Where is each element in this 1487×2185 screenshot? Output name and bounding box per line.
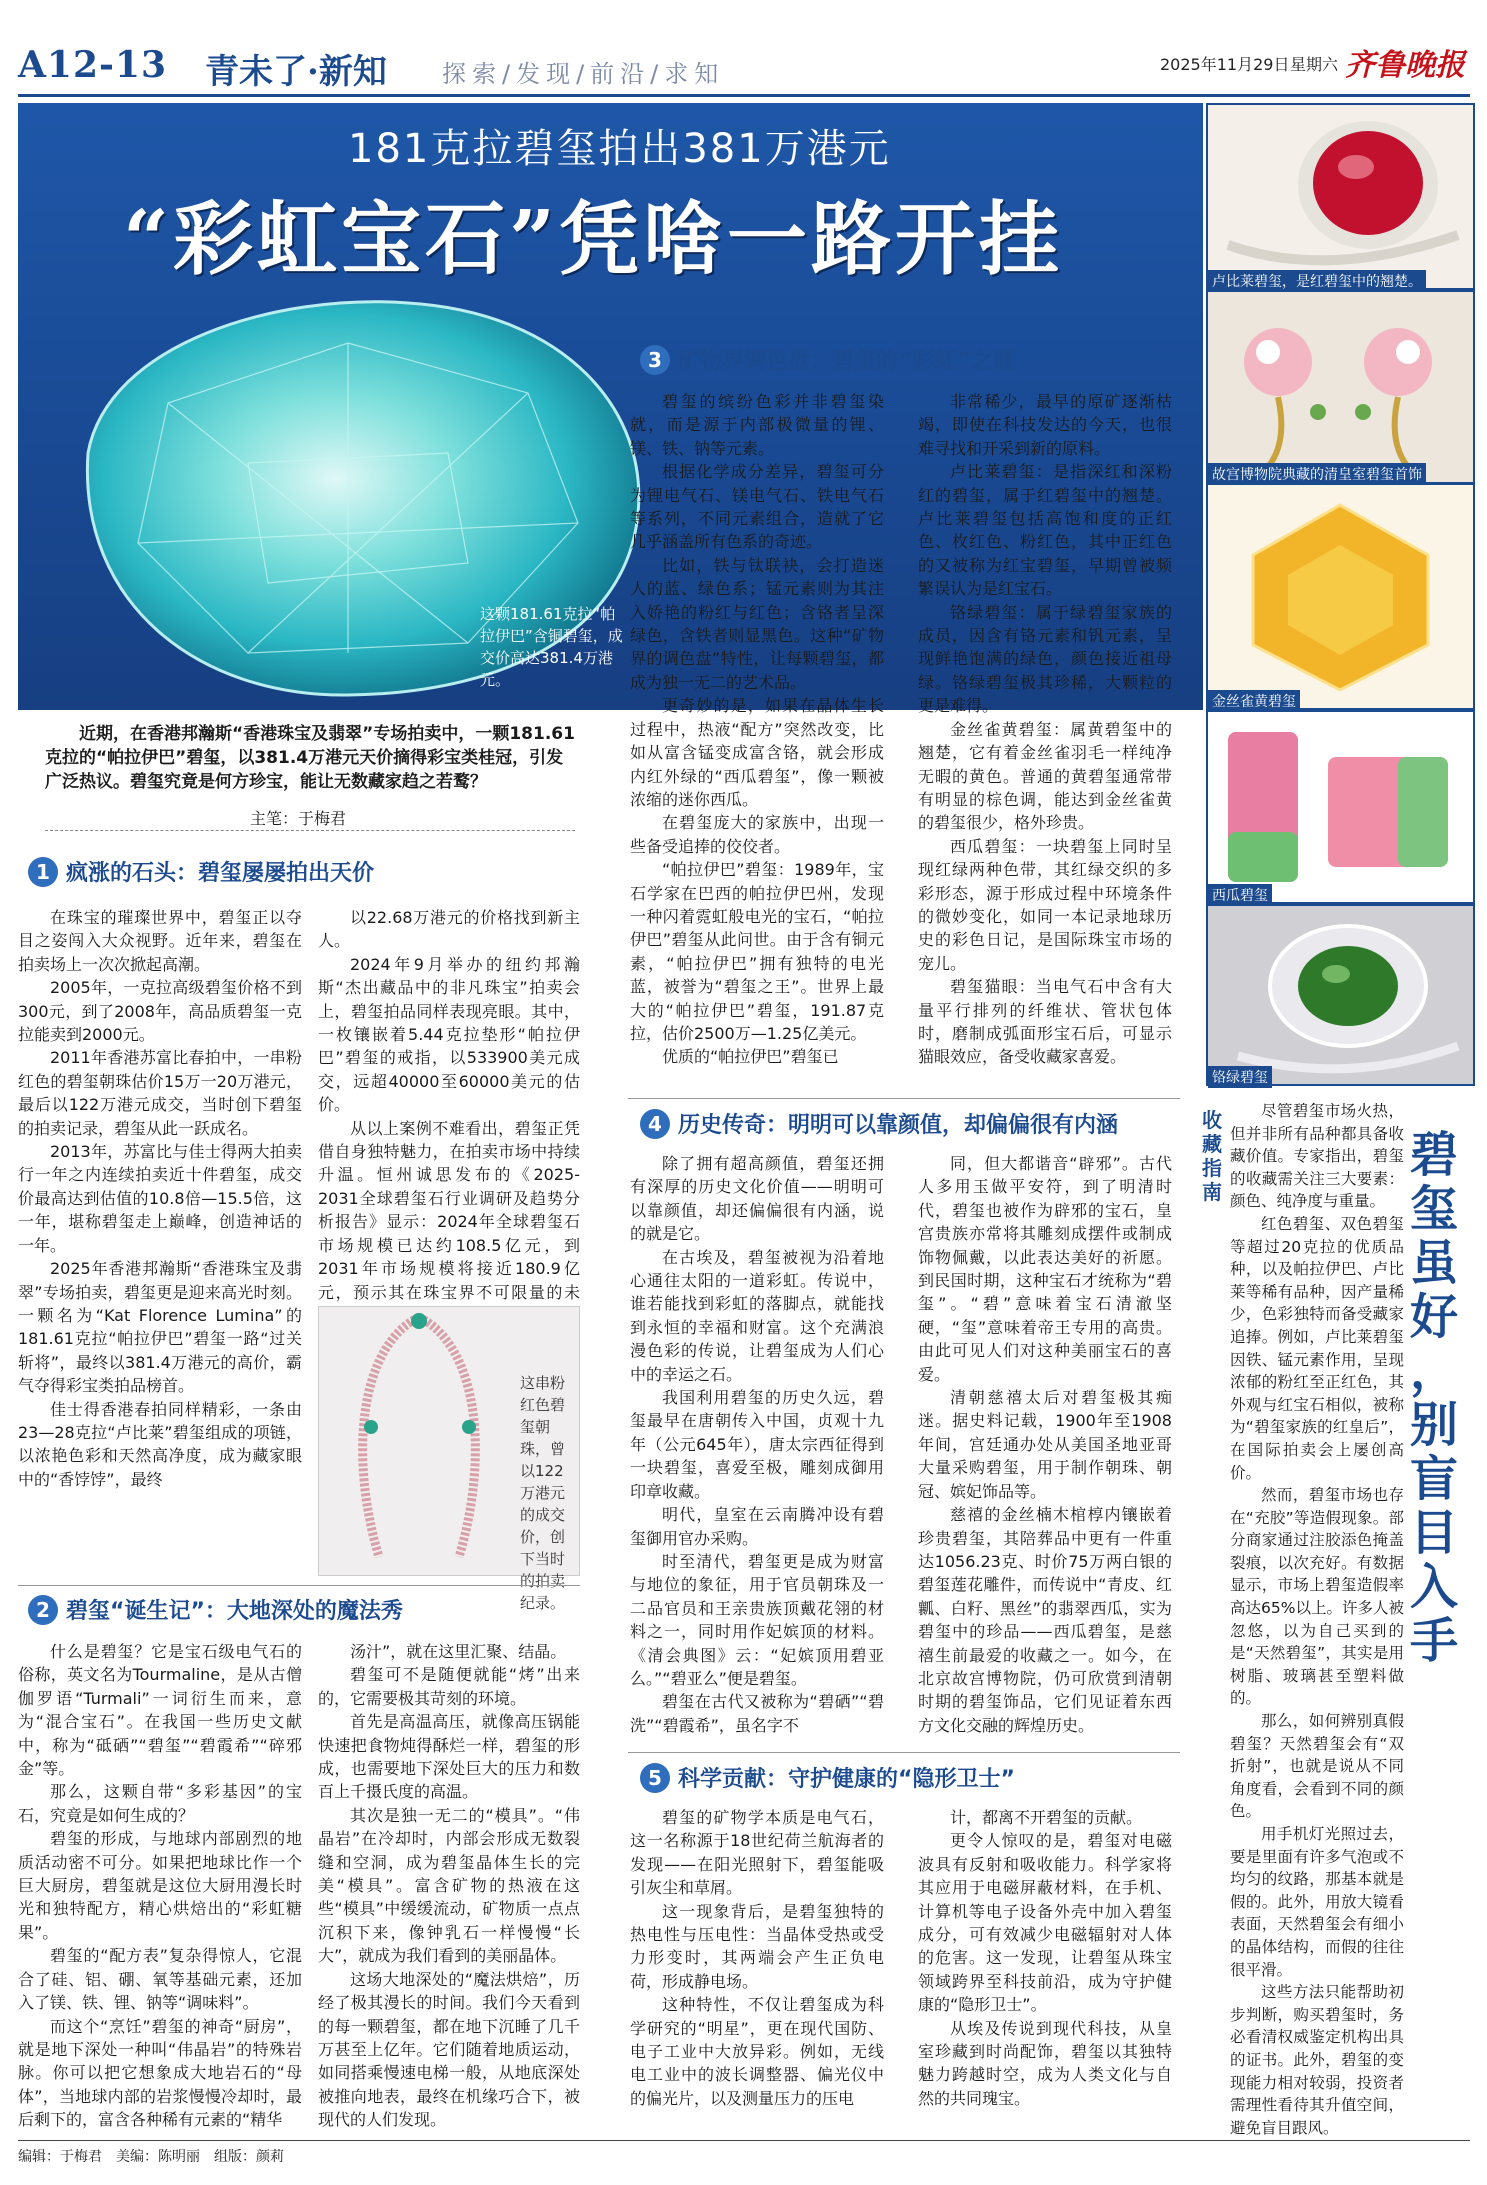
paragraph: 什么是碧玺？它是宝石级电气石的俗称，英文名为Tourmaline，是从古僧伽罗语“Turmali”一词衍生而来，意为“混合宝石”。在我国一些历史文献中，称为“砥硒”“碧玺”“碧霞希”“碎邪金”等。 [18, 1642, 302, 1779]
paragraph: 2025年香港邦瀚斯“香港珠宝及翡翠”专场拍卖，碧玺更是迎来高光时刻。一颗名为“Kat Florence Lumina”的181.61克拉“帕拉伊巴”碧玺一路“过关斩将”，最终以381.4万港元的高价，霸气夺得彩宝类拍品榜首。 [18, 1259, 302, 1396]
paragraph: 那么，这颗自带“多彩基因”的宝石，究竟是如何生成的？ [18, 1782, 302, 1825]
section-number: 1 [28, 857, 58, 887]
photo-caption-watermelon: 西瓜碧玺 [1208, 884, 1272, 906]
newspaper-logo: 齐鲁晚报 [1345, 48, 1465, 83]
section-1-heading [28, 856, 374, 887]
paragraph: 比如，铁与钛联袂，会打造迷人的蓝、绿色系；锰元素则为其注入娇艳的粉红与红色；含铬者呈深绿色，含铁者则显黑色。这种“矿物界的调色盘”特性，让每颗碧玺，都成为独一无二的艺术品。 [630, 555, 884, 692]
paragraph: 汤汁”，就在这里汇聚、结晶。 [350, 1642, 567, 1661]
paragraph: 碧玺的形成，与地球内部剧烈的地质活动密不可分。如果把地球比作一个巨大厨房，碧玺就是这位大厨用漫长时光和独特配方，精心烘焙出的“彩虹糖果”。 [18, 1829, 302, 1942]
paragraph: 碧玺猫眼：当电气石中含有大量平行排列的纤维状、管状包体时，磨制成弧面形宝石后，可显示猫眼效应，备受收藏家喜爱。 [918, 977, 1172, 1067]
paragraph: 慈禧的金丝楠木棺椁内镶嵌着珍贵碧玺，其陪葬品中更有一件重达1056.23克、时价75万两白银的碧玺莲花雕件，而传说中“青皮、红瓤、白籽、黑丝”的翡翠西瓜，实为碧玺中的珍品——西瓜碧玺，是慈禧生前最爱的收藏之一。如今，在北京故宫博物院，仍可欣赏到清朝时期的碧玺饰品，它们见证着东西方文化交融的辉煌历史。 [918, 1505, 1172, 1735]
paragraph: 同，但大都谐音“辟邪”。古代人多用玉做平安符，到了明清时代，碧玺也被作为辟邪的宝石，皇宫贵族亦常将其雕刻成摆件或制成饰物佩戴，以此表达美好的祈愿。到民国时期，这种宝石才统称为“碧玺”。“碧”意味着宝石清澈坚硬，“玺”意味着帝王专用的高贵。由此可见人们对这种美丽宝石的喜爱。 [918, 1154, 1172, 1384]
paragraph: 这一现象背后，是碧玺独特的热电性与压电性：当晶体受热或受力形变时，其两端会产生正负电荷，形成静电场。 [630, 1901, 884, 1991]
section-5-col-2 [918, 1806, 1172, 2110]
issue-date: 2025年11月29日 [1160, 55, 1290, 74]
paragraph: 而这个“烹饪”碧玺的神奇“厨房”，就是地下深处一种叫“伟晶岩”的特殊岩脉。你可以把它想象成大地岩石的“母体”，当地球内部的岩浆慢慢冷却时，最后剩下的，富含各种稀有元素的“精华 [18, 2016, 302, 2130]
section-2-rule [18, 1585, 580, 1586]
paragraph: 西瓜碧玺：一块碧玺上同时呈现红绿两种色带，其红绿交织的多彩形态，源于形成过程中环境条件的微妙变化，如同一本记录地球历史的彩色日记，是国际珠宝市场的宠儿。 [918, 836, 1172, 973]
section-2-col-2 [318, 1640, 580, 2132]
paragraph: 这些方法只能帮助初步判断，购买碧玺时，务必看清权威鉴定机构出具的证书。此外，碧玺的变现能力相对较弱，投资者需理性看待其升值空间，避免盲目跟风。 [1230, 1983, 1404, 2137]
header-rule [18, 94, 1470, 97]
lead-rule [45, 830, 575, 831]
photo-caption-qing: 故宫博物院典藏的清皇室碧玺首饰 [1208, 463, 1426, 485]
sidebar-title-char: ， [1410, 1343, 1459, 1399]
footer-rule [18, 2140, 1470, 2141]
paragraph: 更奇妙的是，如果在晶体生长过程中，热液“配方”突然改变，比如从富含锰变成富含铬，就会形成内红外绿的“西瓜碧玺”，像一颗被浓缩的迷你西瓜。 [630, 696, 884, 809]
paragraph: 从以上案例不难看出，碧玺正凭借自身独特魅力，在拍卖市场中持续升温。恒州诚思发布的《2025-2031全球碧玺石行业调研及趋势分析报告》显示：2024年全球碧玺石市场规模已达约108.5亿元，到2031年市场规模将接近180.9亿元，预示其在珠宝界不可限量的未 [318, 1118, 580, 1302]
hero-image-caption: 这颗181.61克拉“帕拉伊巴”含铜碧玺，成交价高达381.4万港元。 [480, 605, 623, 689]
sidebar-title-char: 目 [1410, 1505, 1459, 1561]
hero-subtitle: 181克拉碧玺拍出381万港元 [348, 126, 891, 172]
paragraph: 碧玺在古代又被称为“碧硒”“碧洗”“碧霞希”，虽名字不 [630, 1692, 884, 1735]
sidebar-title-char: 碧 [1410, 1127, 1459, 1183]
pink-bead-necklace-icon [319, 1307, 519, 1575]
paragraph: 其次是独一无二的“模具”。“伟晶岩”在冷却时，内部会形成无数裂缝和空洞，成为碧玺晶体生长的完美“模具”。富含矿物的热液在这些“模具”中缓缓流动，矿物质一点点沉积下来，像钟乳石一样慢慢“长大”，就成为我们看到的美丽晶体。 [318, 1805, 580, 1966]
sidebar-title-char: 入 [1410, 1559, 1459, 1615]
section-5-heading [640, 1762, 1015, 1793]
paragraph: 我国利用碧玺的历史久远，碧玺最早在唐朝传入中国，贞观十九年（公元645年），唐太宗西征得到一块碧玺，喜爱至极，雕刻成御用印章收藏。 [630, 1388, 884, 1501]
paragraph: 计，都离不开碧玺的贡献。 [950, 1808, 1143, 1827]
chrome-green-ring-icon [1208, 906, 1473, 1084]
paragraph: 清朝慈禧太后对碧玺极其痴迷。据史料记载，1900年至1908年间，宫廷通办处从美国圣地亚哥大量采购碧玺，用于制作朝珠、朝冠、嫔妃饰品等。 [918, 1388, 1172, 1501]
paragraph: 用手机灯光照过去，要是里面有许多气泡或不均匀的纹路，那基本就是假的。此外，用放大镜看表面，天然碧玺会有细小的晶体结构，而假的往往很平滑。 [1230, 1825, 1404, 1979]
necklace-caption: 这串粉红色碧玺朝珠，曾以122万港元的成交价，创下当时的拍卖纪录。 [520, 1374, 566, 1612]
paragraph: 从埃及传说到现代科技，从皇室珍藏到时尚配饰，碧玺以其独特魅力跨越时空，成为人类文化与自然的共同瑰宝。 [918, 2018, 1172, 2108]
paragraph: 这场大地深处的“魔法烘焙”，历经了极其漫长的时间。我们今天看到的每一颗碧玺，都在地下沉睡了几千万甚至上亿年。它们随着地质运动，如同搭乘慢速电梯一般，从地底深处被推向地表，最终在机缘巧合下，被现代的人们发现。 [318, 1969, 580, 2130]
paragraph: 2013年，苏富比与佳士得两大拍卖行一年之内连续拍卖近十件碧玺，成交价最高达到估值的10.8倍—15.5倍，这一年，堪称碧玺走上巅峰，创造神话的一年。 [18, 1142, 302, 1255]
paragraph: 非常稀少，最早的原矿逐渐枯竭，即使在科技发达的今天，也很难寻找和开采到新的原料。 [918, 392, 1172, 458]
paragraph: 碧玺可不是随便就能“烤”出来的，它需要极其苛刻的环境。 [318, 1665, 580, 1708]
section-2-title: 碧玺“诞生记”：大地深处的魔法秀 [66, 1599, 403, 1624]
paragraph: 金丝雀黄碧玺：属黄碧玺中的翘楚，它有着金丝雀羽毛一样纯净无暇的黄色。普通的黄碧玺通常带有明显的棕色调，能达到金丝雀黄的碧玺很少，格外珍贵。 [918, 719, 1172, 833]
paragraph: 这种特性，不仅让碧玺成为科学研究的“明星”，更在现代国防、电子工业中大放异彩。例如，无线电工业中的波长调整器、偏光仪中的偏光片，以及测量压力的压电 [630, 1995, 884, 2108]
photo-caption-chrome: 铬绿碧玺 [1208, 1066, 1272, 1088]
paragraph: 以22.68万港元的价格找到新主人。 [318, 908, 580, 951]
rubellite-ring-icon [1208, 105, 1473, 288]
photo-caption-canary: 金丝雀黄碧玺 [1208, 690, 1300, 712]
paragraph: 佳士得香港春拍同样精彩，一条由23—28克拉“卢比莱”碧玺组成的项链，以浓艳色彩和天然高净度，成为藏家眼中的“香饽饽”，最终 [18, 1399, 302, 1489]
paragraph: 红色碧玺、双色碧玺等超过20克拉的优质品种，以及帕拉伊巴、卢比莱等稀有品种，因产量稀少，色彩独特而备受藏家追捧。例如，卢比莱碧玺因铁、锰元素作用，呈现浓郁的粉红至正红色，其外观与红宝石相似，被称为“碧玺家族的红皇后”，在国际拍卖会上屡创高价。 [1230, 1214, 1404, 1482]
photo-caption-rubellite: 卢比莱碧玺，是红碧玺中的翘楚。 [1208, 270, 1426, 292]
section-1-col-2 [318, 906, 580, 1327]
section-1-title: 疯涨的石头：碧玺屡屡拍出天价 [66, 861, 375, 886]
paragraph: 明代，皇室在云南腾冲设有碧玺御用官办采购。 [630, 1505, 884, 1548]
watermelon-tourmaline-icon [1208, 712, 1473, 902]
photo-qing-jewelry [1206, 290, 1475, 484]
section-5-col-1 [630, 1806, 884, 2110]
paragraph: 优质的“帕拉伊巴”碧玺已 [662, 1047, 839, 1067]
sidebar-title [1410, 1128, 1470, 1668]
editor-credits: 编辑：于梅君 美编：陈明丽 组版：颜莉 [18, 2149, 284, 2165]
paragraph: 2005年，一克拉高级碧玺价格不到300元，到了2008年，高品质碧玺一克拉能卖到2000元。 [18, 978, 302, 1045]
section-4-heading [640, 1108, 1118, 1139]
page-number: A12-13 [18, 44, 168, 86]
section-number: 3 [640, 345, 670, 375]
canary-yellow-gem-icon [1208, 485, 1473, 708]
section-3-col-1 [630, 390, 884, 1069]
photo-rubellite-ring [1206, 103, 1475, 290]
sidebar-title-char: 好 [1410, 1289, 1459, 1345]
section-number: 2 [28, 1595, 58, 1625]
section-2-col-1 [18, 1640, 302, 2132]
section-1-col-1 [18, 906, 302, 1491]
paragraph: 2024年9月举办的纽约邦瀚斯“杰出藏品中的非凡珠宝”拍卖会上，碧玺拍品同样表现亮眼。其中，一枚镶嵌着5.44克拉垫形“帕拉伊巴”碧玺的戒指，以533900美元成交，远超40000至60000美元的估价。 [318, 954, 580, 1115]
paragraph: “帕拉伊巴”碧玺：1989年，宝石学家在巴西的帕拉伊巴州，发现一种闪着霓虹般电光的宝石，“帕拉伊巴”碧玺从此问世。由于含有铜元素，“帕拉伊巴”拥有独特的电光蓝，被誉为“碧玺之王”。世界上最大的“帕拉伊巴”碧玺，191.87克拉，估价2500万—1.25亿美元。 [630, 860, 884, 1043]
paragraph: 首先是高温高压，就像高压锅能快速把食物炖得酥烂一样，碧玺的形成，也需要地下深处巨大的压力和数百上千摄氏度的高温。 [318, 1712, 580, 1802]
section-3-heading [640, 344, 1015, 375]
section-3-title: 矿物界调色盘：碧玺的“彩虹”之谜 [678, 349, 1015, 374]
paragraph: 卢比莱碧玺：是指深红和深粉红的碧玺，属于红碧玺中的翘楚。卢比莱碧玺包括高饱和度的正红色、枚红色、粉红色，其中正红色的又被称为红宝碧玺，早期曾被频繁误认为是红宝石。 [918, 462, 1172, 599]
section-title: 青未了·新知 [205, 52, 387, 92]
paragraph: 根据化学成分差异，碧玺可分为锂电气石、镁电气石、铁电气石等系列，不同元素组合，造就了它几乎涵盖所有色系的奇迹。 [630, 462, 884, 552]
section-number: 4 [640, 1109, 670, 1139]
section-number: 5 [640, 1763, 670, 1793]
paragraph: 碧玺的“配方表”复杂得惊人，它混合了硅、铝、硼、氧等基础元素，还加入了镁、铁、锂、钠等“调味料”。 [18, 1946, 302, 2013]
sidebar-title-char: 别 [1410, 1397, 1459, 1453]
sidebar-title-char: 玺 [1410, 1181, 1459, 1237]
photo-watermelon [1206, 710, 1475, 904]
author-line: 主笔：于梅君 [250, 809, 347, 828]
section-3-col-2 [918, 390, 1172, 1069]
section-5-title: 科学贡献：守护健康的“隐形卫士” [678, 1767, 1015, 1792]
hero-title: “彩虹宝石”凭啥一路开挂 [123, 192, 1064, 286]
section-4-rule [628, 1098, 1180, 1099]
section-subtitle: 探索/发现/前沿/求知 [442, 60, 725, 88]
paragraph: 铬绿碧玺：属于绿碧玺家族的成员，因含有铬元素和钒元素，呈现鲜艳饱满的绿色，颜色接近祖母绿。铬绿碧玺极其珍稀，大颗粒的更是难得。 [918, 602, 1172, 716]
sidebar-tag: 收藏指南 [1202, 1108, 1222, 1204]
paragraph: 碧玺的缤纷色彩并非碧玺染就，而是源于内部极微量的锂、镁、铁、钠等元素。 [630, 392, 884, 458]
paragraph: 尽管碧玺市场火热，但并非所有品种都具备收藏价值。专家指出，碧玺的收藏需关注三大要素：颜色、纯净度与重量。 [1230, 1102, 1404, 1211]
paragraph: 在碧玺庞大的家族中，出现一些备受追捧的佼佼者。 [630, 813, 884, 856]
paragraph: 除了拥有超高颜值，碧玺还拥有深厚的历史文化价值——明明可以靠颜值，却还偏偏很有内涵，说的就是它。 [630, 1154, 884, 1244]
sidebar-title-char: 盲 [1410, 1451, 1459, 1507]
paragraph: 那么，如何辨别真假碧玺？天然碧玺会有“双折射”，也就是说从不同角度看，会看到不同的颜色。 [1230, 1712, 1404, 1821]
photo-chrome-green [1206, 904, 1475, 1086]
paragraph: 2011年香港苏富比春拍中，一串粉红色的碧玺朝珠估价15万一20万港元，最后以122万港元成交，当时创下碧玺的拍卖记录，碧玺从此一跃成名。 [18, 1048, 302, 1138]
paragraph: 碧玺的矿物学本质是电气石，这一名称源于18世纪荷兰航海者的发现——在阳光照射下，碧玺能吸引灰尘和草屑。 [630, 1808, 884, 1898]
paragraph: 在古埃及，碧玺被视为沿着地心通往太阳的一道彩虹。传说中，谁若能找到彩虹的落脚点，就能找到永恒的幸福和财富。这个充满浪漫色彩的传说，让碧玺成为人们心中的幸运之石。 [630, 1247, 884, 1384]
paragraph: 然而，碧玺市场也存在“充胶”等造假现象。部分商家通过注胶添色掩盖裂痕，以次充好。有数据显示，市场上碧玺造假率高达65%以上。许多人被忽悠，以为自己买到的是“天然碧玺”，其实是用树脂、玻璃甚至塑料做的。 [1230, 1486, 1404, 1708]
paragraph: 在珠宝的璀璨世界中，碧玺正以夺目之姿闯入大众视野。近年来，碧玺在拍卖场上一次次掀起高潮。 [18, 908, 302, 974]
issue-weekday: 星期六 [1290, 55, 1339, 74]
sidebar-title-char: 手 [1410, 1613, 1459, 1669]
section-4-col-1 [630, 1152, 884, 1737]
sidebar-title-char: 虽 [1410, 1235, 1459, 1291]
lead-paragraph: 近期，在香港邦瀚斯“香港珠宝及翡翠”专场拍卖中，一颗181.61克拉的“帕拉伊巴”碧玺，以381.4万港元天价摘得彩宝类桂冠，引发广泛热议。碧玺究竟是何方珍宝，能让无数藏家趋之若鹜？ [45, 724, 575, 792]
paragraph: 更令人惊叹的是，碧玺对电磁波具有反射和吸收能力。科学家将其应用于电磁屏蔽材料，在手机、计算机等电子设备外壳中加入碧玺成分，可有效减少电磁辐射对人体的危害。这一发现，让碧玺从珠宝领域跨界至科技前沿，成为守护健康的“隐形卫士”。 [918, 1831, 1172, 2015]
qing-jewelry-icon [1208, 292, 1473, 482]
sidebar-body [1230, 1100, 1404, 2139]
section-2-heading [28, 1594, 403, 1625]
section-5-rule [628, 1752, 1180, 1753]
section-4-title: 历史传奇：明明可以靠颜值，却偏偏很有内涵 [678, 1113, 1119, 1138]
paragraph: 时至清代，碧玺更是成为财富与地位的象征，用于官员朝珠及一二品官员和王亲贵族顶戴花翎的材料之一，同时用作妃嫔顶的材料。《清会典图》云：“妃嫔顶用碧亚么。”“碧亚么”便是碧玺。 [630, 1551, 884, 1688]
photo-canary-yellow [1206, 483, 1475, 710]
section-4-col-2 [918, 1152, 1172, 1737]
